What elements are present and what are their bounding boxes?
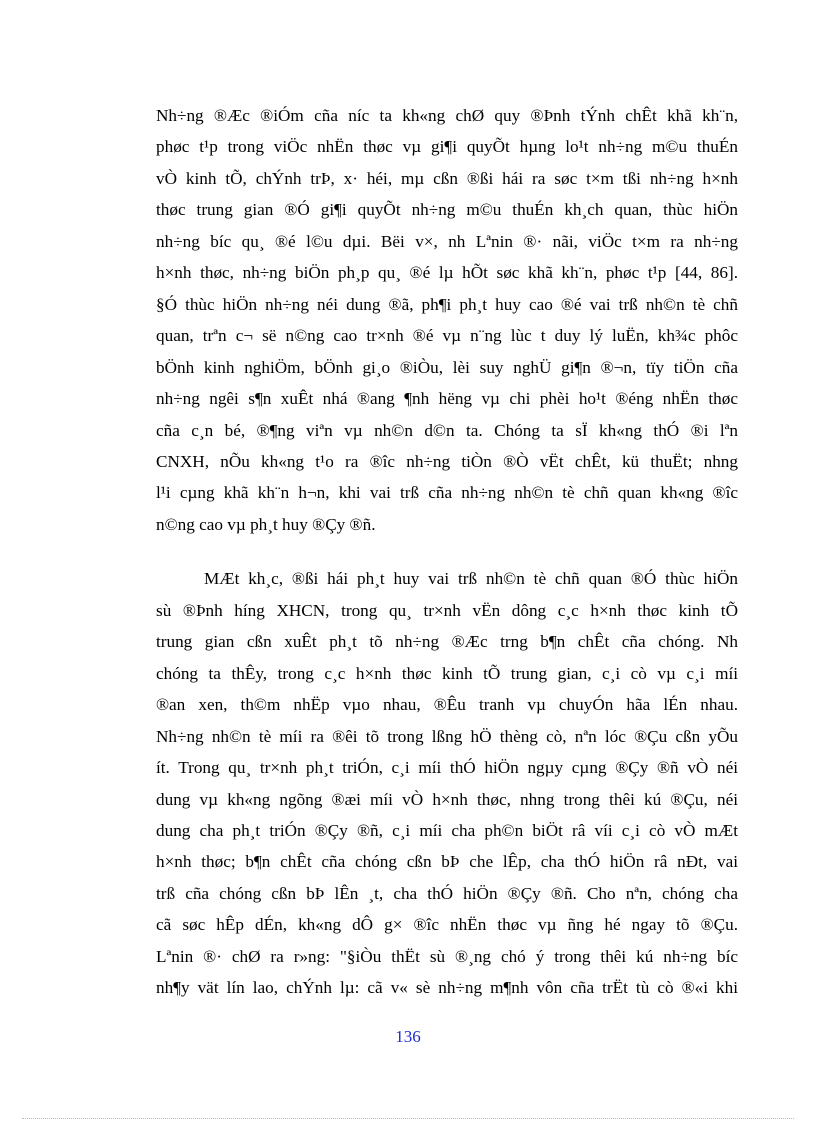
paragraph-1 xyxy=(156,100,738,540)
text-line: quan, trªn c¬ së n©ng cao tr×nh ®é vµ n¨ng lùc t duy lý luËn, kh¾c phôc xyxy=(156,326,738,346)
text-line: trung gian cßn xuÊt ph¸t tõ nh÷ng ®Æc trng b¶n chÊt cña chóng. Nh xyxy=(156,632,738,652)
text-line: bÖnh kinh nghiÖm, bÖnh gi¸o ®iÒu, lèi suy nghÜ gi¶n ®¬n, tïy tiÖn cña xyxy=(156,357,738,377)
page-bottom-divider xyxy=(22,1118,794,1119)
text-line: sù ®Þnh híng XHCN, trong qu¸ tr×nh vËn dông c¸c h×nh thøc kinh tÕ xyxy=(156,600,738,620)
text-line: nh¶y vät lín lao, chÝnh lµ: cã v« sè nh÷ng m¶nh vôn cña trËt tù cò ®«i khi xyxy=(156,978,738,998)
text-line: trß cña chóng cßn bÞ lÊn ¸t, cha thÓ hiÖn ®Çy ®ñ. Cho nªn, chóng cha xyxy=(156,883,738,903)
text-line: h×nh thøc; b¶n chÊt cña chóng cßn bÞ che lÊp, cha thÓ hiÖn râ nÐt, vai xyxy=(156,852,738,872)
text-line: §Ó thùc hiÖn nh÷ng néi dung ®ã, ph¶i ph¸t huy cao ®é vai trß nh©n tè chñ xyxy=(156,294,738,314)
text-line: chóng ta thÊy, trong c¸c h×nh thøc kinh tÕ trung gian, c¸i cò vµ c¸i míi xyxy=(156,663,738,683)
text-line: vÒ kinh tÕ, chÝnh trÞ, x· héi, mµ cßn ®ßi hái ra søc t×m tßi nh÷ng h×nh xyxy=(156,168,738,188)
document-body xyxy=(156,100,738,1004)
text-line: phøc t¹p trong viÖc nhËn thøc vµ gi¶i quyÕt hµng lo¹t nh÷ng m©u thuÉn xyxy=(156,137,738,157)
text-line: Nh÷ng nh©n tè míi ra ®êi tõ trong lßng hÖ thèng cò, nªn lóc ®Çu cßn yÕu xyxy=(156,726,738,746)
text-line: thøc trung gian ®Ó gi¶i quyÕt nh÷ng m©u thuÉn kh¸ch quan, thùc hiÖn xyxy=(156,200,738,220)
text-line: ít. Trong qu¸ tr×nh ph¸t triÓn, c¸i míi thÓ hiÖn ngµy cµng ®Çy ®ñ vÒ néi xyxy=(156,758,738,778)
text-line: MÆt kh¸c, ®ßi hái ph¸t huy vai trß nh©n tè chñ quan ®Ó thùc hiÖn xyxy=(204,569,738,589)
text-line: nh÷ng bíc qu¸ ®é l©u dµi. Bëi v×, nh Lªnin ®· nãi, viÖc t×m ra nh÷ng xyxy=(156,231,738,251)
text-line: Lªnin ®· chØ ra r»ng: "§iÒu thËt sù ®¸ng chó ý trong thêi kú nh÷ng bíc xyxy=(156,946,738,966)
text-line: cña c¸n bé, ®¶ng viªn vµ nh©n d©n ta. Chóng ta sÏ kh«ng thÓ ®i lªn xyxy=(156,420,738,440)
text-line: dung cha ph¸t triÓn ®Çy ®ñ, c¸i míi cha ph©n biÖt râ víi c¸i cò vÒ mÆt xyxy=(156,820,738,840)
text-line: Nh÷ng ®Æc ®iÓm cña níc ta kh«ng chØ quy ®Þnh tÝnh chÊt khã kh¨n, xyxy=(156,106,738,125)
text-line: CNXH, nÕu kh«ng t¹o ra ®îc nh÷ng tiÒn ®Ò vËt chÊt, kü thuËt; nhng xyxy=(156,451,738,471)
paragraph-2 xyxy=(156,563,738,1003)
text-line: cã søc hÊp dÉn, kh«ng dÔ g× ®îc nhËn thøc vµ ñng hé ngay tõ ®Çu. xyxy=(156,915,738,935)
text-line: nh÷ng ngêi s¶n xuÊt nhá ®ang ¶nh hëng vµ chi phèi ho¹t ®éng nhËn thøc xyxy=(156,389,738,409)
text-line: dung vµ kh«ng ngõng ®æi míi vÒ h×nh thøc, nhng trong thêi kú ®Çu, néi xyxy=(156,789,738,809)
text-line: n©ng cao vµ ph¸t huy ®Çy ®ñ. xyxy=(156,514,376,534)
text-line: l¹i cµng khã kh¨n h¬n, khi vai trß cña nh÷ng nh©n tè chñ quan kh«ng ®îc xyxy=(156,483,738,503)
page-number: 136 xyxy=(395,1027,421,1046)
text-line: ®an xen, th©m nhËp vµo nhau, ®Êu tranh vµ chuyÓn hãa lÉn nhau. xyxy=(156,695,738,715)
text-line: h×nh thøc, nh÷ng biÖn ph¸p qu¸ ®é lµ hÕt søc khã kh¨n, phøc t¹p [44, 86]. xyxy=(156,263,738,283)
